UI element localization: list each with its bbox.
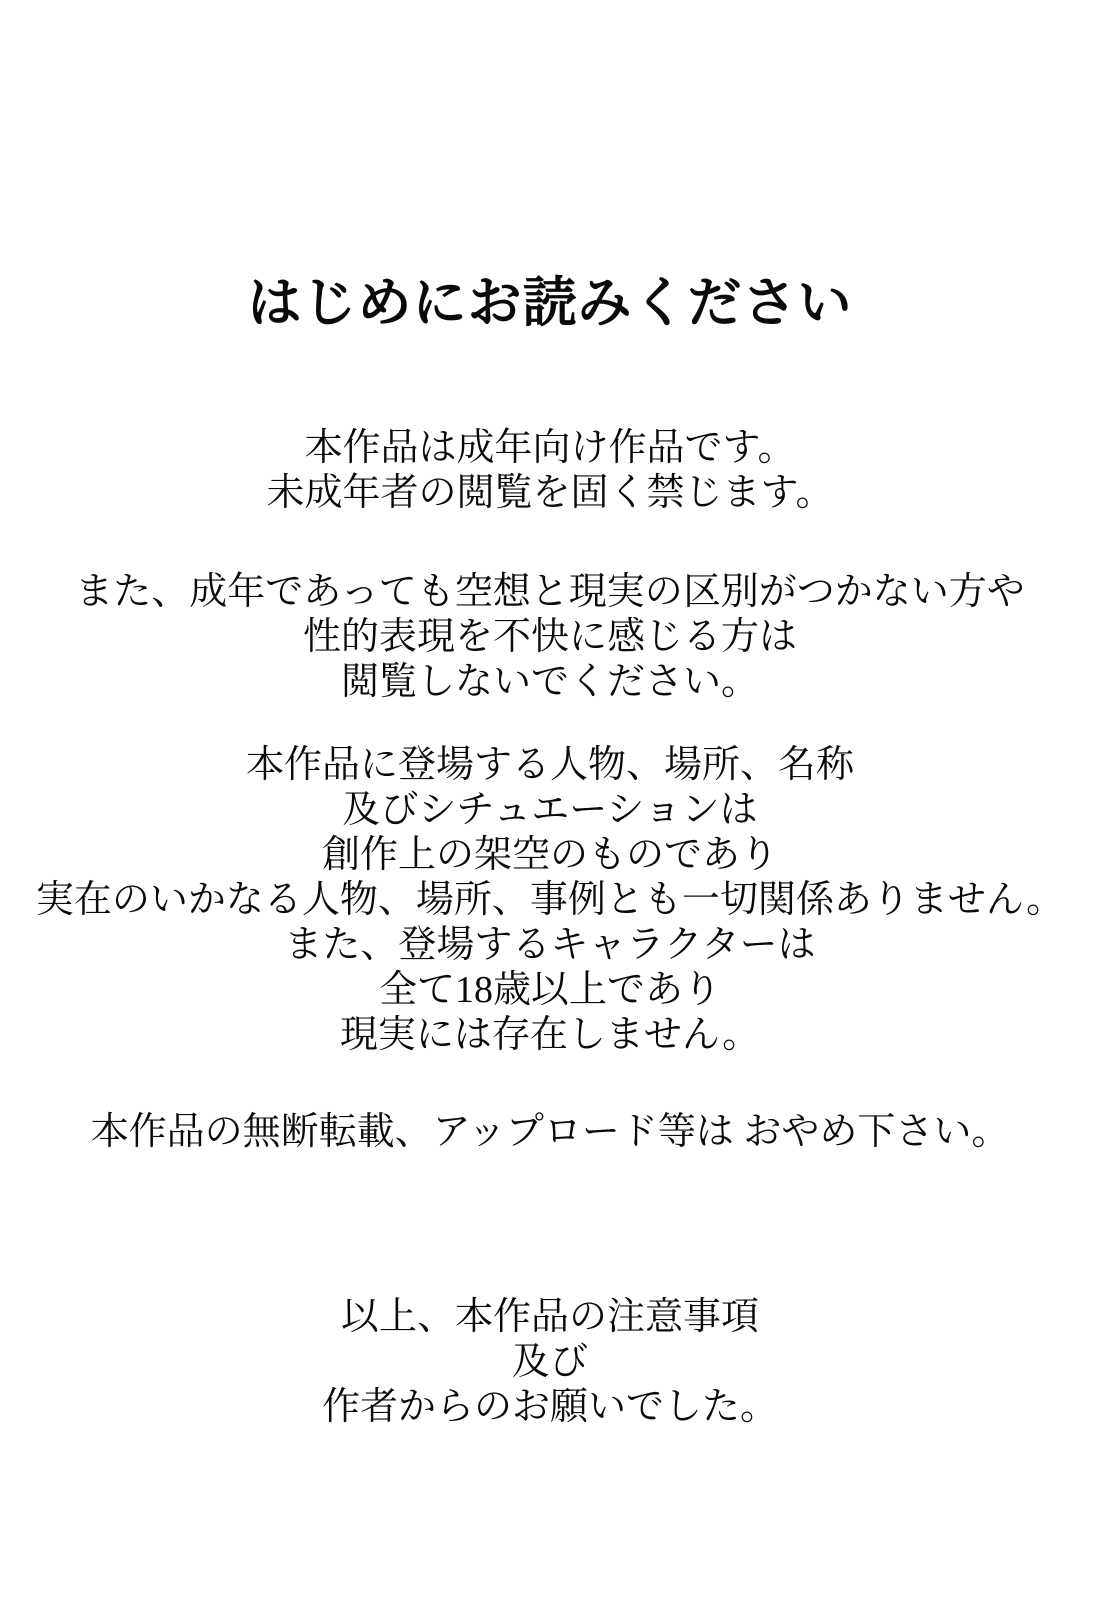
text-line: また、成年であっても空想と現実の区別がつかない方や	[75, 571, 1025, 613]
no-repost-paragraph	[0, 1110, 1100, 1155]
closing-paragraph	[0, 1295, 1100, 1430]
text-line: 以上、本作品の注意事項	[340, 1296, 759, 1338]
text-line: 本作品の無断転載、アップロード等は おやめ下さい。	[90, 1111, 1010, 1153]
text-line: 及びシチュエーションは	[342, 789, 758, 831]
text-line: 作者からのお願いでした。	[321, 1386, 778, 1428]
text-line: 及び	[511, 1341, 588, 1383]
text-line: 創作上の架空のものであり	[321, 834, 778, 876]
age-restriction-paragraph	[0, 426, 1100, 516]
text-line: 実在のいかなる人物、場所、事例とも一切関係ありません。	[35, 879, 1065, 921]
page-title: はじめにお読みください	[247, 273, 853, 333]
text-line: 本作品は成年向け作品です。	[304, 427, 796, 469]
viewer-warning-paragraph	[0, 570, 1100, 705]
text-line: 閲覧しないでください。	[340, 661, 759, 703]
text-line: 本作品に登場する人物、場所、名称	[245, 744, 854, 786]
text-line: 未成年者の閲覧を固く禁じます。	[266, 472, 834, 514]
text-line: 全て18歳以上であり	[378, 969, 721, 1011]
fiction-disclaimer-paragraph	[0, 743, 1100, 1058]
text-line: また、登場するキャラクターは	[284, 924, 816, 966]
text-line: 性的表現を不快に感じる方は	[302, 616, 797, 658]
text-line: 現実には存在しません。	[339, 1014, 761, 1056]
